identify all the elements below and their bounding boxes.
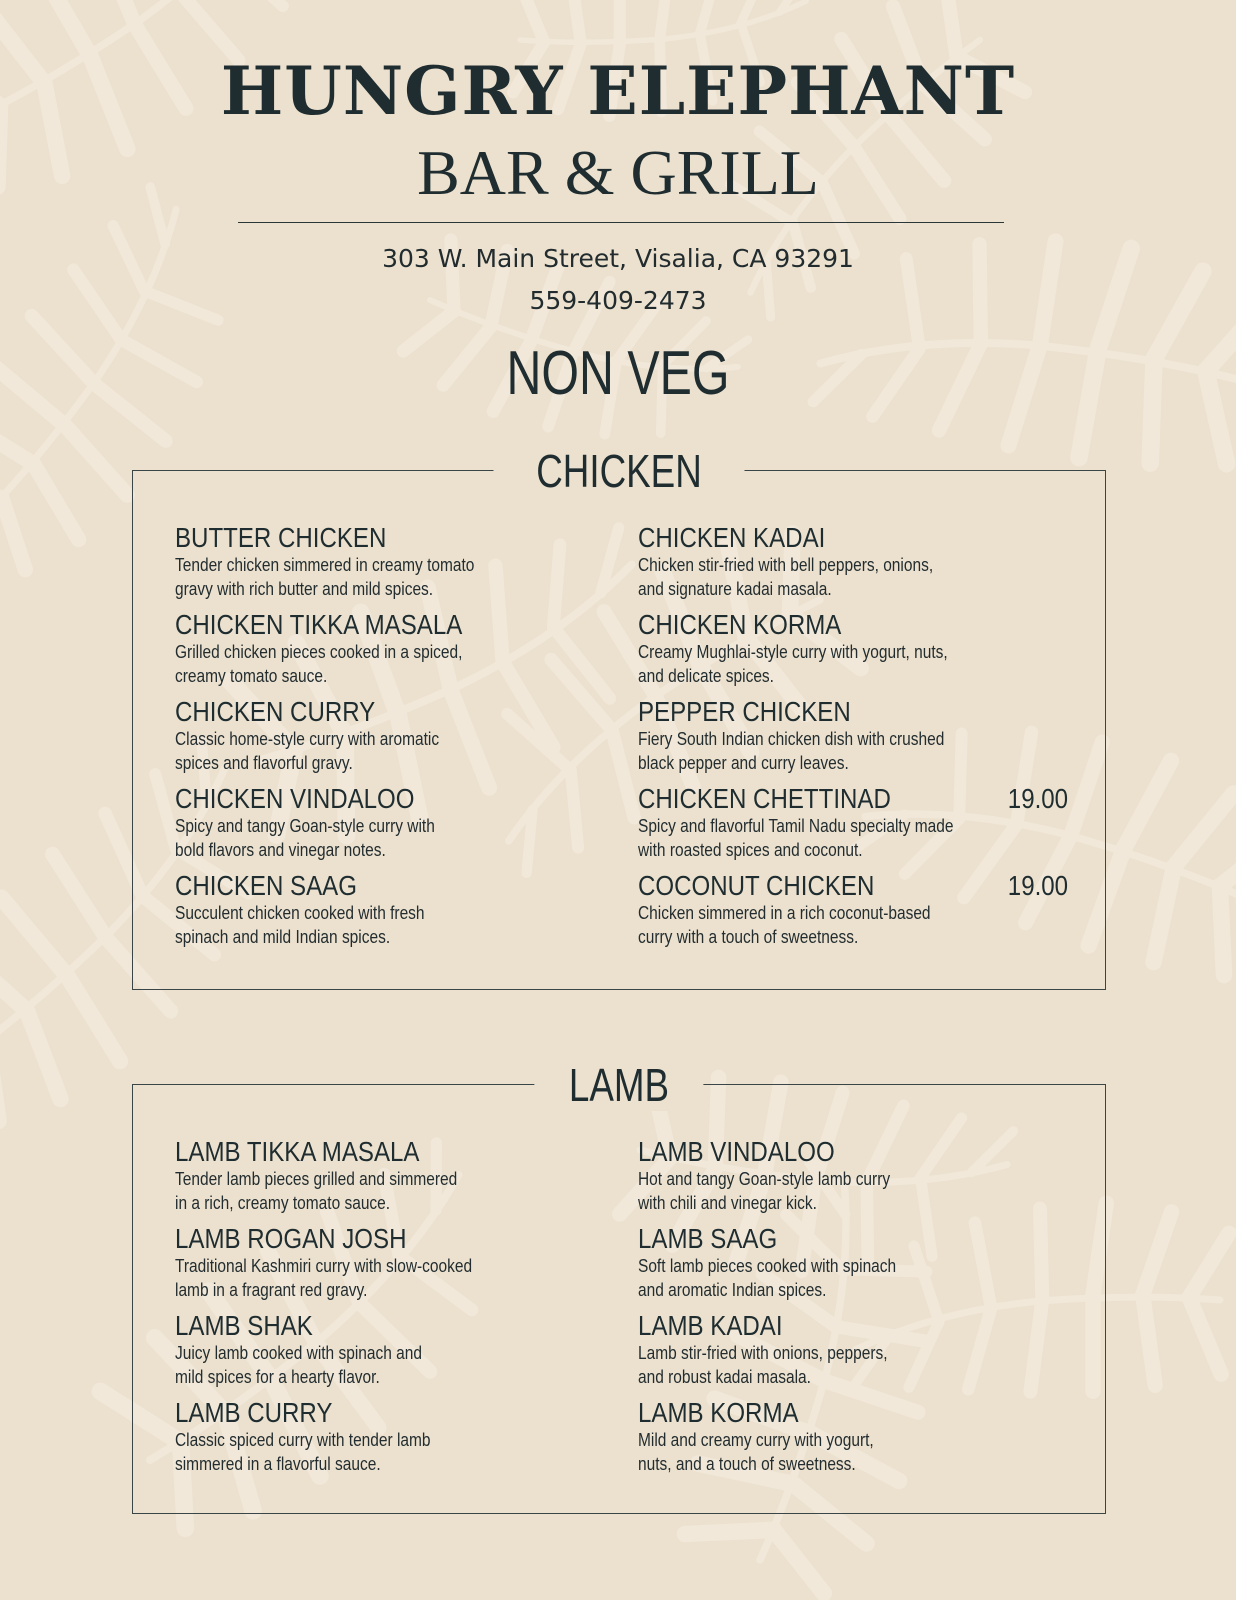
menu-item-description: and delicate spices. <box>638 666 774 686</box>
menu-item <box>175 610 575 697</box>
menu-item <box>175 1224 575 1311</box>
chicken-right-column <box>638 523 1068 958</box>
menu-item-description: and robust kadai masala. <box>638 1367 811 1387</box>
menu-item-description: Tender chicken simmered in creamy tomato <box>175 555 475 575</box>
menu-item <box>175 1398 575 1485</box>
menu-item <box>175 523 575 610</box>
menu-item-price: 19.00 <box>1007 783 1068 814</box>
menu-item-description: in a rich, creamy tomato sauce. <box>175 1193 391 1213</box>
menu-item <box>638 1224 1068 1311</box>
menu-item-name: CHICKEN SAAG <box>175 870 357 901</box>
chicken-section-title <box>493 445 744 497</box>
menu-item <box>638 610 1068 697</box>
lamb-right-column <box>638 1137 1068 1485</box>
menu-item <box>638 784 1068 871</box>
menu-item-name: CHICKEN KORMA <box>638 609 842 640</box>
menu-item-name: LAMB KORMA <box>638 1397 799 1428</box>
menu-item <box>175 1311 575 1398</box>
menu-item-description: Traditional Kashmiri curry with slow-cooked <box>175 1256 473 1276</box>
menu-item-description: Classic spiced curry with tender lamb <box>175 1430 431 1450</box>
menu-item-price: 19.00 <box>1007 870 1068 901</box>
menu-item <box>638 523 1068 610</box>
menu-item-name: LAMB SHAK <box>175 1310 313 1341</box>
menu-item-description: Juicy lamb cooked with spinach and <box>175 1343 422 1363</box>
menu-item-description: with chili and vinegar kick. <box>638 1193 817 1213</box>
menu-item <box>638 697 1068 784</box>
menu-item-description: Soft lamb pieces cooked with spinach <box>638 1256 897 1276</box>
chicken-section-title-text: CHICKEN <box>536 445 702 497</box>
menu-item-description: Lamb stir-fried with onions, peppers, <box>638 1343 888 1363</box>
menu-item-description: bold flavors and vinegar notes. <box>175 840 386 860</box>
menu-section-title: NON VEG <box>506 339 730 408</box>
menu-item-description: nuts, and a touch of sweetness. <box>638 1454 856 1474</box>
menu-item-name: LAMB KADAI <box>638 1310 783 1341</box>
menu-item-name: BUTTER CHICKEN <box>175 522 387 553</box>
menu-item-name: CHICKEN TIKKA MASALA <box>175 609 463 640</box>
menu-item <box>638 1398 1068 1485</box>
chicken-section <box>132 445 1106 990</box>
menu-item-name: CHICKEN KADAI <box>638 522 826 553</box>
menu-item-description: spices and flavorful gravy. <box>175 753 353 773</box>
restaurant-address: 303 W. Main Street, Visalia, CA 93291 <box>382 244 854 273</box>
restaurant-subtitle: BAR & GRILL <box>417 137 819 208</box>
restaurant-phone: 559-409-2473 <box>529 286 707 315</box>
menu-item-name: LAMB VINDALOO <box>638 1136 835 1167</box>
menu-item-description: gravy with rich butter and mild spices. <box>175 579 434 599</box>
menu-item-name: CHICKEN CURRY <box>175 696 376 727</box>
menu-item-description: and aromatic Indian spices. <box>638 1280 827 1300</box>
menu-item-description: Hot and tangy Goan-style lamb curry <box>638 1169 891 1189</box>
menu-item-name: LAMB ROGAN JOSH <box>175 1223 407 1254</box>
menu-item <box>638 1137 1068 1224</box>
menu-item-description: Creamy Mughlai-style curry with yogurt, nuts, <box>638 642 948 662</box>
menu-item-description: Spicy and flavorful Tamil Nadu specialty made <box>638 816 954 836</box>
restaurant-name: HUNGRY ELEPHANT <box>220 52 1016 130</box>
menu-item-name: CHICKEN VINDALOO <box>175 783 415 814</box>
menu-item-description: Classic home-style curry with aromatic <box>175 729 440 749</box>
menu-item <box>175 697 575 784</box>
menu-item-description: Fiery South Indian chicken dish with crushed <box>638 729 945 749</box>
menu-item <box>175 1137 575 1224</box>
menu-item-description: black pepper and curry leaves. <box>638 753 849 773</box>
menu-item-description: curry with a touch of sweetness. <box>638 927 859 947</box>
lamb-section-title-text: LAMB <box>568 1059 670 1111</box>
menu-item-description: Spicy and tangy Goan-style curry with <box>175 816 435 836</box>
menu-item-description: Succulent chicken cooked with fresh <box>175 903 425 923</box>
menu-item-name: LAMB CURRY <box>175 1397 333 1428</box>
lamb-left-column <box>175 1137 575 1485</box>
menu-item-description: Mild and creamy curry with yogurt, <box>638 1430 874 1450</box>
menu-item-name: COCONUT CHICKEN <box>638 870 875 901</box>
menu-item-description: with roasted spices and coconut. <box>638 840 863 860</box>
menu-item-description: spinach and mild Indian spices. <box>175 927 391 947</box>
menu-item-description: Tender lamb pieces grilled and simmered <box>175 1169 458 1189</box>
menu-item-description: simmered in a flavorful sauce. <box>175 1454 381 1474</box>
chicken-left-column <box>175 523 575 958</box>
menu-item-name: CHICKEN CHETTINAD <box>638 783 891 814</box>
menu-item-description: mild spices for a hearty flavor. <box>175 1367 380 1387</box>
menu-item-description: and signature kadai masala. <box>638 579 832 599</box>
lamb-section-title <box>534 1059 703 1111</box>
menu-item <box>638 1311 1068 1398</box>
menu-item <box>175 871 575 958</box>
menu-item-description: creamy tomato sauce. <box>175 666 328 686</box>
menu-item-description: lamb in a fragrant red gravy. <box>175 1280 368 1300</box>
menu-item <box>175 784 575 871</box>
menu-item-name: LAMB SAAG <box>638 1223 778 1254</box>
menu-item-name: LAMB TIKKA MASALA <box>175 1136 420 1167</box>
menu-item-description: Grilled chicken pieces cooked in a spiced, <box>175 642 463 662</box>
header-divider <box>238 222 1004 223</box>
menu-item-description: Chicken stir-fried with bell peppers, onions, <box>638 555 934 575</box>
menu-item <box>638 871 1068 958</box>
menu-item-description: Chicken simmered in a rich coconut-based <box>638 903 931 923</box>
menu-item-name: PEPPER CHICKEN <box>638 696 851 727</box>
lamb-section <box>132 1059 1106 1514</box>
